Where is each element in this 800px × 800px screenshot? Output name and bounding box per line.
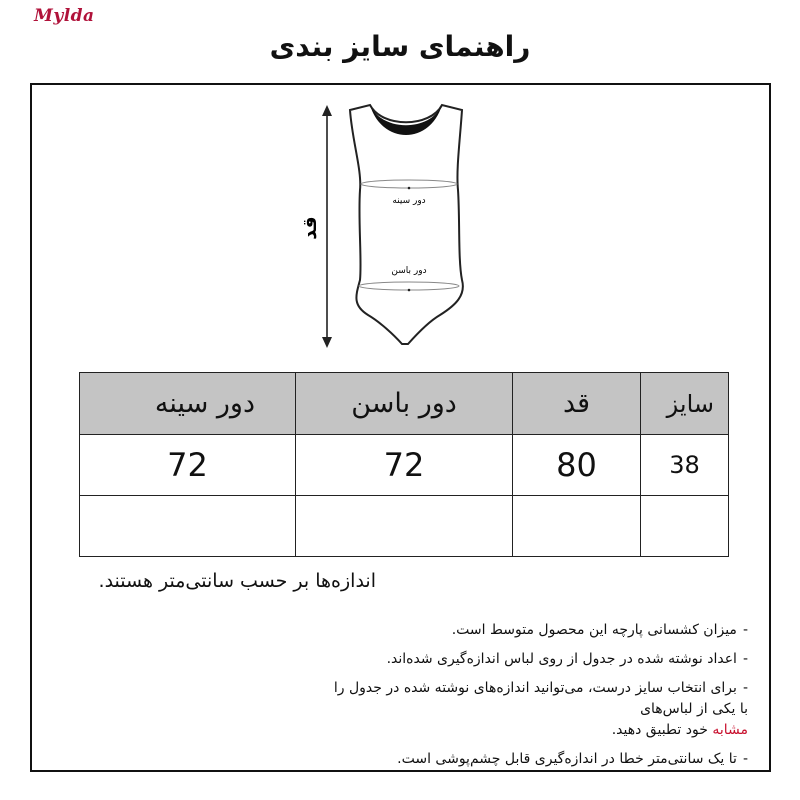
table-header-row — [80, 373, 729, 435]
header-height: قد — [513, 373, 641, 435]
empty-cell — [641, 496, 729, 557]
note-text: تا یک سانتی‌متر خطا در اندازه‌گیری قابل چشم‌پوشی است. — [397, 751, 737, 767]
units-note: اندازه‌ها بر حسب سانتی‌متر هستند. — [98, 570, 376, 592]
note-item: -میزان کشسانی پارچه این محصول متوسط است. — [451, 622, 748, 638]
height-arrow-top — [322, 105, 332, 116]
cell-size: 38 — [641, 435, 729, 496]
chest-dot — [408, 187, 411, 190]
table-row-empty — [80, 496, 729, 557]
empty-cell — [513, 496, 641, 557]
table-row — [80, 435, 729, 496]
empty-cell — [296, 496, 513, 557]
empty-cell — [80, 496, 296, 557]
note-text: اعداد نوشته شده در جدول از روی لباس اندازه‌گیری شده‌اند. — [386, 651, 737, 667]
hip-label: دور باسن — [391, 266, 427, 276]
chest-label: دور سینه — [392, 196, 426, 206]
bodysuit-diagram — [290, 100, 490, 350]
size-table — [79, 372, 729, 557]
cell-height: 80 — [513, 435, 641, 496]
note-text: میزان کشسانی پارچه این محصول متوسط است. — [451, 622, 737, 638]
note-item: -تا یک سانتی‌متر خطا در اندازه‌گیری قابل چشم‌پوشی است. — [397, 751, 748, 767]
bodysuit-outline — [350, 105, 463, 344]
note-highlight: مشابه — [712, 722, 748, 738]
page-title: راهنمای سایز بندی — [269, 30, 531, 63]
height-label: قد — [299, 216, 321, 240]
note-tail: خود تطبیق دهید. — [611, 722, 708, 738]
note-text: برای انتخاب سایز درست، می‌توانید اندازه‌های نوشته شده در جدول را با یکی از لباس‌های — [333, 680, 748, 717]
cell-chest: 72 — [80, 435, 296, 496]
note-item: -اعداد نوشته شده در جدول از روی لباس اندازه‌گیری شده‌اند. — [386, 651, 748, 667]
notes-list — [328, 620, 748, 778]
brand-logo: Mylda — [34, 6, 95, 26]
height-arrow-bottom — [322, 337, 332, 348]
cell-hip: 72 — [296, 435, 513, 496]
header-size: سایز — [641, 373, 729, 435]
header-hip: دور باسن — [296, 373, 513, 435]
header-chest: دور سینه — [80, 373, 296, 435]
note-item: -برای انتخاب سایز درست، می‌توانید اندازه‌های نوشته شده در جدول را با یکی از لباس‌های مشابه خود تطبیق دهید. — [333, 680, 748, 738]
hip-dot — [408, 289, 411, 292]
